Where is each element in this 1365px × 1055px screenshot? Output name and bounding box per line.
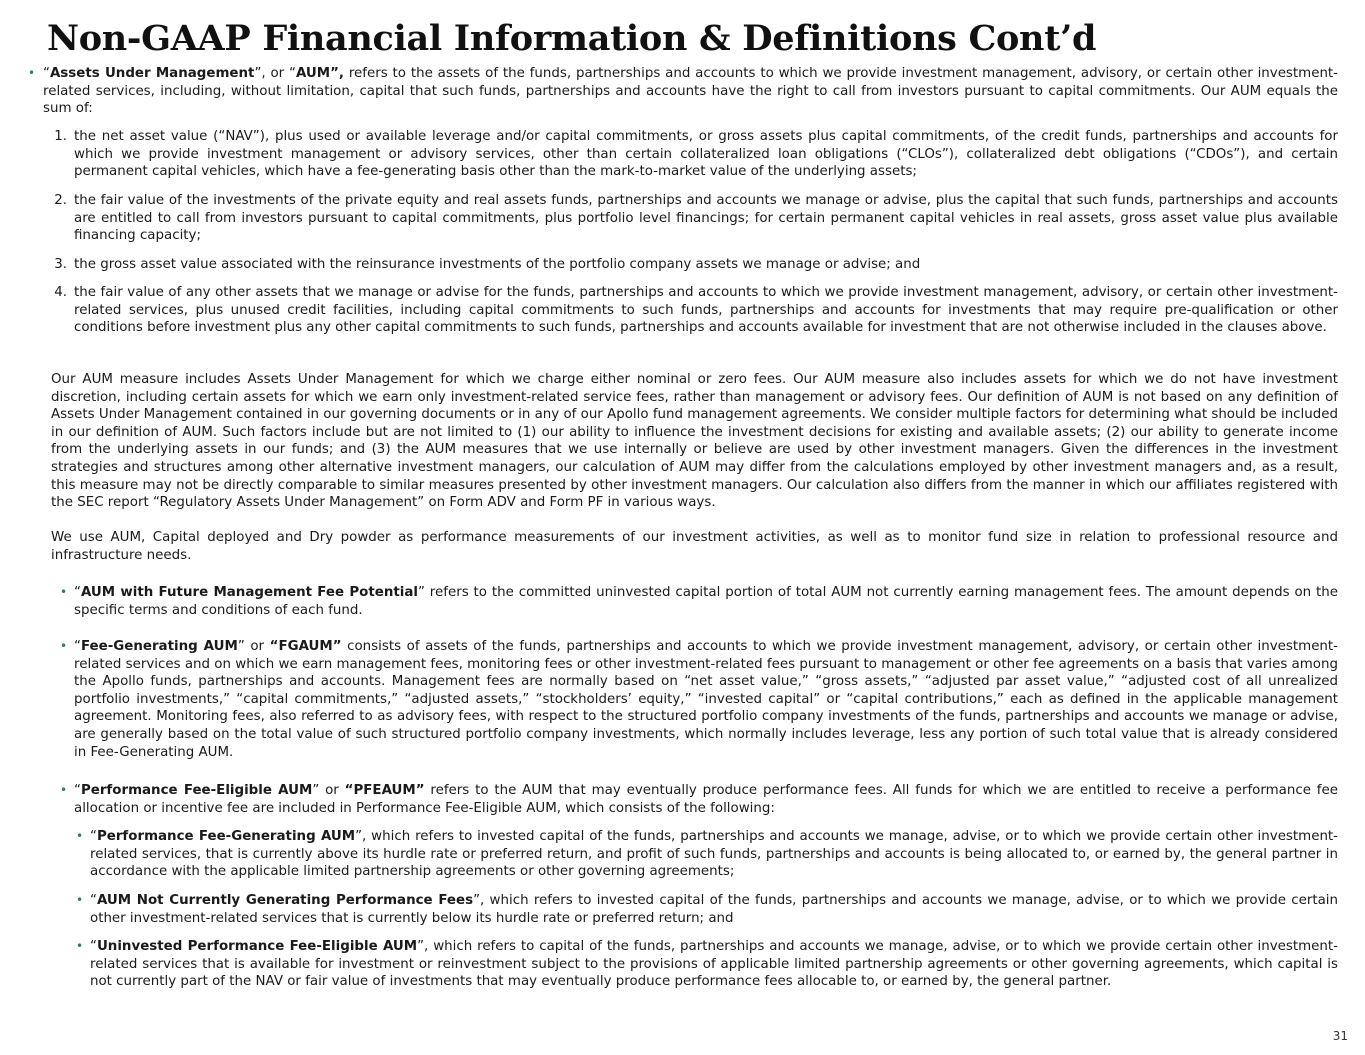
pfeaum-definition: “Performance Fee-Eligible AUM” or “PFEAUM” refers to the AUM that may eventually produce performance fees. All funds for which we are entitled to receive a performance fee allocation or incentive fee are included in Performance Fee-Eligible AUM, which consists of the following: bbox=[74, 783, 1338, 816]
bullet-icon: • bbox=[60, 585, 68, 599]
use-paragraph: We use AUM, Capital deployed and Dry powder as performance measurements of our investment activities, as well as to monitor fund size in relation to professional resource and infrastructure needs. bbox=[51, 530, 1338, 563]
aum-abbrev: AUM”, bbox=[295, 66, 344, 81]
bullet-icon: • bbox=[76, 939, 84, 953]
page-title: Non-GAAP Financial Information & Definitions Cont’d bbox=[47, 18, 1097, 59]
pfeaum-abbrev: “PFEAUM” bbox=[344, 783, 425, 798]
sub-list-item: “AUM Not Currently Generating Performance Fees”, which refers to invested capital of the funds, partnerships and accounts we manage, advise, or to which we provide certain other investment-related services that is currently below its hurdle rate or preferred return; and bbox=[90, 893, 1339, 926]
sub-list-item: “Uninvested Performance Fee-Eligible AUM”, which refers to capital of the funds, partnerships and accounts we manage, advise, or to which we provide certain other investment-related services that is available for investment or reinvestment subject to the provisions of applicable limited partnership agreements or other governing agreements, which capital is not currently part of the NAV or fair value of investments that may eventually produce performance fees allocable to, or earned by, the general partner. bbox=[90, 939, 1338, 990]
bullet-icon: • bbox=[76, 893, 84, 907]
future-fee-definition: “AUM with Future Management Fee Potential” refers to the committed uninvested capital portion of total AUM not currently earning management fees. The amount depends on the specific terms and conditions of each fund. bbox=[74, 585, 1338, 618]
list-item: the fair value of the investments of the private equity and real assets funds, partnerships and accounts we manage or advise, plus the capital that such funds, partnerships and accounts are entitled to call from investors pursuant to capital commitments, plus portfolio level financings; for certain permanent capital vehicles in real assets, gross asset value plus available financing capacity; bbox=[74, 193, 1338, 244]
fgaum-term: Fee-Generating AUM bbox=[80, 639, 238, 654]
bullet-icon: • bbox=[76, 829, 84, 843]
list-number: 2. bbox=[54, 193, 67, 208]
fgaum-abbrev: “FGAUM” bbox=[269, 639, 342, 654]
list-number: 3. bbox=[54, 257, 67, 272]
bullet-icon: • bbox=[60, 783, 68, 797]
list-number: 4. bbox=[54, 285, 67, 300]
page-number: 31 bbox=[1332, 1029, 1348, 1043]
pfeaum-term: Performance Fee-Eligible AUM bbox=[80, 783, 313, 798]
aum-definition: “Assets Under Management”, or “AUM”, refers to the assets of the funds, partnerships and accounts to which we provide investment management, advisory, or certain other investment-related services, including, without limitation, capital that such funds, partnerships and accounts have the right to call from investors pursuant to capital commitments. Our AUM equals the sum of: bbox=[43, 66, 1339, 117]
list-number: 1. bbox=[54, 129, 67, 144]
future-fee-term: AUM with Future Management Fee Potential bbox=[80, 585, 418, 600]
bullet-icon: • bbox=[28, 66, 36, 80]
list-item: the fair value of any other assets that we manage or advise for the funds, partnerships and accounts to which we provide investment management, advisory, or certain other investment-related services, plus unused credit facilities, including capital commitments to such funds, partnerships and accounts for investments that may require pre-qualification or other conditions before investment plus any other capital commitments to such funds, partnerships and accounts available for investment that are not otherwise included in the clauses above. bbox=[74, 285, 1338, 336]
aum-term: Assets Under Management bbox=[49, 66, 255, 81]
fgaum-definition: “Fee-Generating AUM” or “FGAUM” consists of assets of the funds, partnerships and accounts to which we provide investment management, advisory, or certain other investment-related services and on which we earn management fees, monitoring fees or other investment-related fees pursuant to management or other fee agreements on a basis that varies among the Apollo funds, partnerships and accounts. Management fees are normally based on “net asset value,” “gross assets,” “adjusted par asset value,” “adjusted cost of all unrealized portfolio investments,” “capital commitments,” “adjusted assets,” “stockholders’ equity,” “invested capital” or “capital contributions,” each as defined in the applicable management agreement. Monitoring fees, also referred to as advisory fees, with respect to the structured portfolio company investments of the funds, partnerships and accounts we manage or advise, are generally based on the total value of such structured portfolio company investments, which normally includes leverage, less any portion of such total value that is already considered in Fee-Generating AUM. bbox=[74, 639, 1338, 760]
bullet-icon: • bbox=[60, 639, 68, 653]
sub-list-item: “Performance Fee-Generating AUM”, which refers to invested capital of the funds, partnerships and accounts we manage, advise, or to which we provide certain other investment-related services, that is currently above its hurdle rate or preferred return, and profit of such funds, partnerships and accounts is being allocated to, or earned by, the general partner in accordance with the applicable limited partnership agreements or other governing agreements; bbox=[90, 829, 1339, 880]
aum-measure-paragraph: Our AUM measure includes Assets Under Management for which we charge either nominal or zero fees. Our AUM measure also includes assets for which we do not have investment discretion, including certain assets for which we earn only investment-related service fees, rather than management or advisory fees. Our definition of AUM is not based on any definition of Assets Under Management contained in our governing documents or in any of our Apollo fund management agreements. We consider multiple factors for determining what should be included in our definition of AUM. Such factors include but are not limited to (1) our ability to influence the investment decisions for existing and available assets; (2) our ability to generate income from the underlying assets in our funds; and (3) the AUM measures that we use internally or believe are used by other investment managers. Given the differences in the investment strategies and structures among other alternative investment managers, our calculation of AUM may differ from the calculations employed by other investment managers and, as a result, this measure may not be directly comparable to similar measures presented by other investment managers. Our calculation also differs from the manner in which our affiliates registered with the SEC report “Regulatory Assets Under Management” on Form ADV and Form PF in various ways. bbox=[51, 372, 1338, 511]
list-item: the net asset value (“NAV”), plus used or available leverage and/or capital commitments, or gross assets plus capital commitments, of the credit funds, partnerships and accounts for which we provide investment management or advisory services, other than certain collateralized loan obligations (“CLOs”), collateralized debt obligations (“CDOs”), and certain permanent capital vehicles, which have a fee-generating basis other than the mark-to-market value of the underlying assets; bbox=[74, 129, 1338, 180]
list-item: the gross asset value associated with the reinsurance investments of the portfolio company assets we manage or advise; and bbox=[74, 257, 921, 272]
